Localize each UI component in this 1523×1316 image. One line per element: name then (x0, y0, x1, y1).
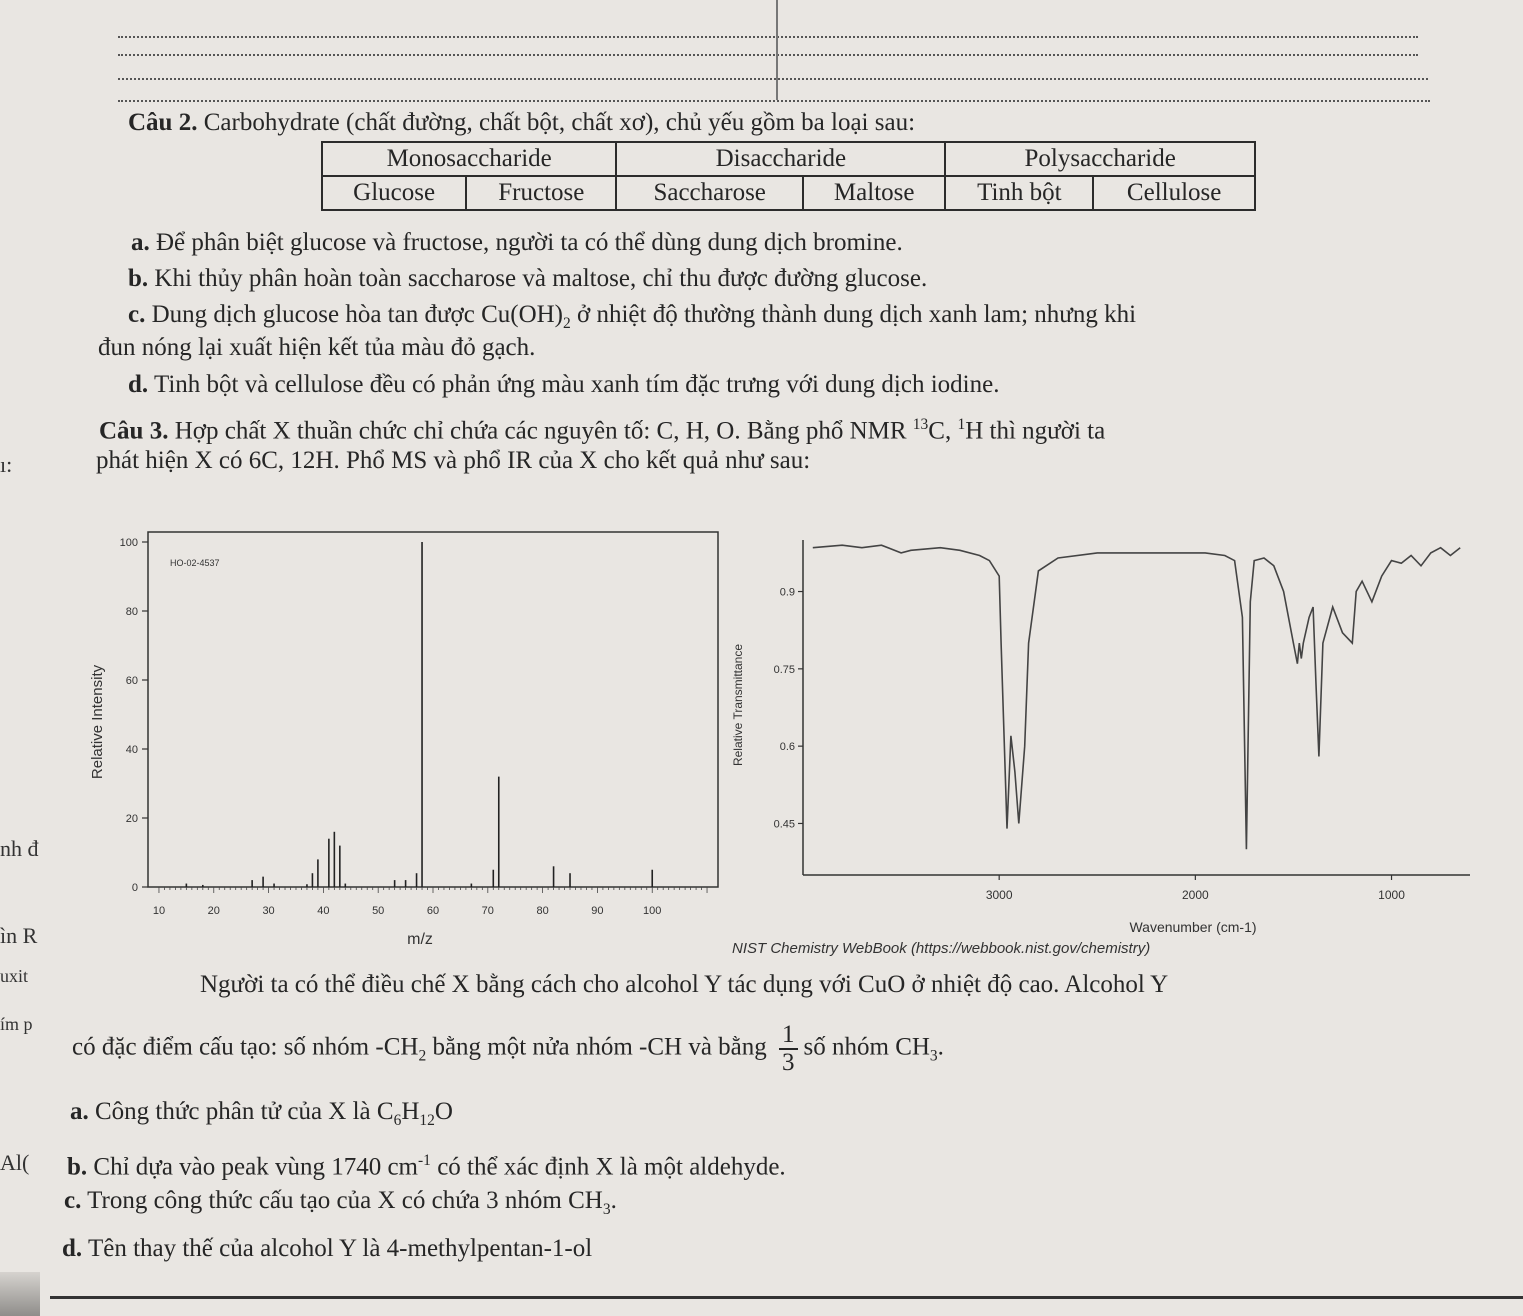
ms-xtick-label: 100 (643, 905, 662, 917)
ms-ytick-label: 100 (119, 537, 138, 549)
fraction-denominator: 3 (782, 1049, 795, 1076)
q3-line2: phát hiện X có 6C, 12H. Phổ MS và phổ IR của X cho kết quả như sau: (96, 447, 811, 474)
ms-xtick-label: 20 (207, 905, 220, 917)
q2-statement-b (128, 264, 927, 294)
ms-xtick-label: 30 (262, 905, 275, 917)
statement-text: Tên thay thế của alcohol Y là 4-methylpentan-1-ol (82, 1235, 593, 1262)
statement-label: c. (64, 1187, 82, 1214)
q3-statement-a (70, 1097, 453, 1136)
margin-fragment: ím p (0, 1014, 33, 1034)
cell-fructose: Fructose (466, 176, 616, 210)
statement-text: Công thức phân tử của X là C (88, 1098, 394, 1125)
statement-text: Chỉ dựa vào peak vùng 1740 cm (87, 1153, 419, 1181)
statement-text: Trong công thức cấu tạo của X có chứa 3 nhóm CH (81, 1187, 603, 1214)
q2-statement-a (131, 228, 903, 258)
statement-text: . (610, 1187, 617, 1214)
subscript: 12 (419, 1112, 435, 1129)
q2-statement-d (128, 370, 999, 400)
ir-xtick-label: 2000 (1182, 888, 1209, 902)
para-text: bằng một nửa nhóm -CH và bằng (426, 1033, 767, 1061)
margin-fragment: ìn R (0, 923, 38, 948)
statement-text: Tinh bột và cellulose đều có phản ứng màu xanh tím đặc trưng với dung dịch iodine. (148, 371, 1000, 398)
ms-xtick-label: 70 (481, 905, 494, 917)
statement-label: b. (67, 1153, 88, 1181)
ir-ytick-label: 0.9 (779, 586, 795, 599)
q3-statement-c (64, 1186, 617, 1225)
fraction-one-third (779, 1022, 798, 1076)
carbohydrate-table (321, 141, 1256, 211)
ms-ytick-label: 0 (131, 882, 138, 894)
q3-title-text: Hợp chất X thuần chức chỉ chứa các nguyên tố: C, H, O. Bằng phổ NMR (168, 417, 913, 445)
page-fold (776, 0, 778, 100)
statement-text: có thể xác định X là một aldehyde. (430, 1153, 786, 1181)
margin-fragment: Al( (0, 1150, 30, 1175)
ir-xtick-label: 1000 (1378, 888, 1405, 902)
subscript: 2 (563, 315, 571, 332)
q2-title (128, 108, 915, 138)
ms-ytick-label: 80 (125, 606, 138, 618)
answer-line (118, 54, 1418, 56)
q2-statement-c-cont: đun nóng lại xuất hiện kết tủa màu đỏ gạch. (98, 334, 536, 361)
subscript: 3 (602, 1201, 611, 1218)
q2-title-text: Carbohydrate (chất đường, chất bột, chất xơ), chủ yếu gồm ba loại sau: (197, 109, 916, 136)
answer-line (118, 36, 1418, 38)
ir-ytick-label: 0.45 (773, 818, 795, 831)
margin-fragment: nh đ (0, 836, 39, 861)
cell-glucose: Glucose (322, 176, 466, 210)
ir-ylabel: Relative Transmittance (731, 643, 745, 767)
page-shadow (0, 1272, 40, 1316)
bottom-rule (50, 1296, 1523, 1299)
cell-maltose: Maltose (803, 176, 945, 210)
margin-fragment: ı: (0, 452, 13, 477)
statement-label: a. (70, 1098, 89, 1125)
ms-xtick-label: 80 (536, 905, 549, 917)
q3-title-text: C, (928, 417, 958, 445)
ms-ytick-label: 20 (125, 813, 138, 825)
answer-line (118, 100, 1430, 102)
cell-tinh-bot: Tinh bột (945, 176, 1093, 210)
para-text: . (937, 1033, 944, 1061)
q2-label: Câu 2. (128, 109, 198, 136)
ms-xtick-label: 90 (591, 905, 604, 917)
statement-label: a. (131, 229, 150, 256)
margin-fragment: uxit (0, 966, 29, 986)
header-monosaccharide: Monosaccharide (322, 142, 616, 176)
para-text: số nhóm CH (803, 1033, 930, 1061)
subscript: 6 (393, 1112, 402, 1129)
q3-label: Câu 3. (99, 417, 169, 445)
statement-label: d. (62, 1235, 83, 1262)
ms-frame (148, 532, 718, 887)
subscript: 3 (929, 1047, 938, 1065)
q3-statement-d (62, 1234, 592, 1264)
superscript: 13 (912, 416, 929, 433)
statement-text: Để phân biệt glucose và fructose, người ta có thể dùng dung dịch bromine. (149, 229, 903, 256)
nist-caption: NIST Chemistry WebBook (https://webbook.nist.gov/chemistry) (732, 940, 1151, 957)
fraction-numerator: 1 (779, 1022, 798, 1050)
statement-label: b. (128, 265, 149, 292)
ir-series-line (813, 545, 1460, 849)
answer-line (118, 78, 1428, 80)
ms-annotation: HO-02-4537 (170, 558, 220, 568)
q3-paragraph-1: Người ta có thể điều chế X bằng cách cho alcohol Y tác dụng với CuO ở nhiệt độ cao. Alcohol Y (200, 971, 1169, 998)
statement-text: ở nhiệt độ thường thành dung dịch xanh lam; nhưng khi (570, 301, 1137, 328)
superscript: 1 (957, 416, 966, 433)
ms-xtick-label: 40 (317, 905, 330, 917)
ir-spectrum-chart (728, 530, 1480, 940)
ms-xlabel: m/z (407, 931, 433, 948)
statement-text: Dung dịch glucose hòa tan được Cu(OH) (145, 301, 564, 328)
q3-title (99, 410, 1105, 446)
ms-ytick-label: 40 (125, 744, 138, 756)
ir-xlabel: Wavenumber (cm-1) (1129, 919, 1257, 935)
subscript: 2 (418, 1047, 427, 1065)
ms-xtick-label: 50 (372, 905, 385, 917)
header-disaccharide: Disaccharide (616, 142, 945, 176)
q3-paragraph-2 (72, 1022, 944, 1077)
ir-ytick-label: 0.75 (773, 663, 795, 676)
statement-text: H (401, 1098, 420, 1125)
ir-ytick-label: 0.6 (779, 741, 795, 754)
mass-spectrum-chart (80, 522, 730, 962)
cell-saccharose: Saccharose (616, 176, 803, 210)
statement-label: d. (128, 371, 149, 398)
ms-ytick-label: 60 (125, 675, 138, 687)
header-polysaccharide: Polysaccharide (945, 142, 1255, 176)
cell-cellulose: Cellulose (1093, 176, 1255, 210)
ms-ylabel: Relative Intensity (89, 664, 106, 780)
ms-xtick-label: 10 (152, 905, 166, 917)
ms-xtick-label: 60 (426, 905, 440, 917)
q3-statement-b (67, 1146, 786, 1182)
superscript: -1 (418, 1152, 431, 1169)
statement-text: Khi thủy phân hoàn toàn saccharose và maltose, chỉ thu được đường glucose. (148, 265, 928, 292)
para-text: có đặc điểm cấu tạo: số nhóm -CH (72, 1033, 419, 1061)
ir-xtick-label: 3000 (985, 888, 1013, 902)
statement-text: O (434, 1098, 453, 1125)
statement-label: c. (128, 301, 146, 328)
q3-title-text: H thì người ta (965, 417, 1106, 445)
